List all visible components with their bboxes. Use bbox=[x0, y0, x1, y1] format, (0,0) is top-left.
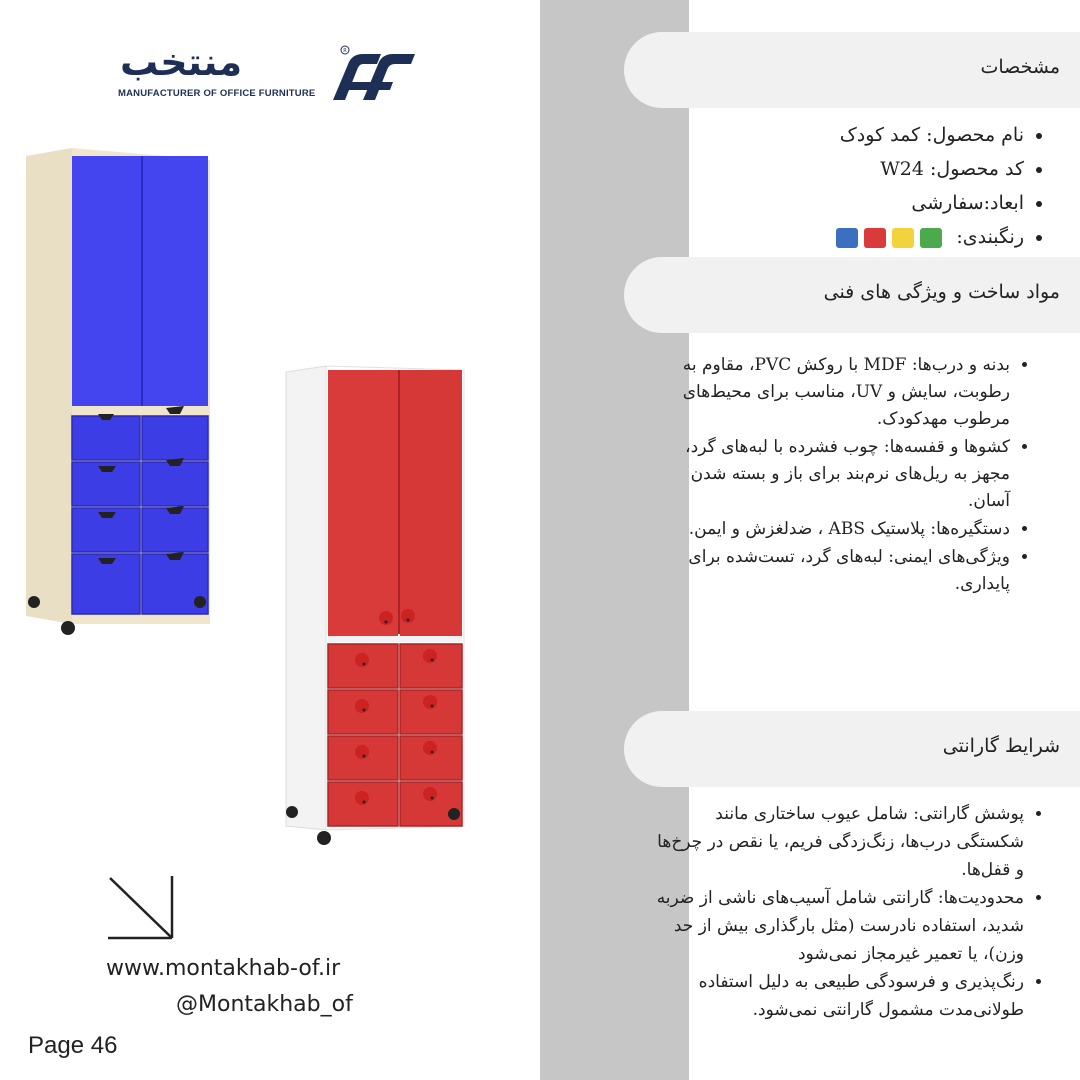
specs-list bbox=[836, 118, 1044, 254]
materials-item: • دستگیره‌ها: پلاستیک ABS ، ضدلغزش و ایمن. bbox=[650, 516, 1010, 543]
warranty-item: • محدودیت‌ها: گارانتی شامل آسیب‌های ناشی از ضربه شدید، استفاده نادرست (مثل بارگذاری بیش از حد وزن)، یا تعمیر غیرمجاز نمی‌شود bbox=[654, 884, 1024, 968]
specs-header bbox=[624, 32, 1080, 108]
warranty-title: شرایط گارانتی bbox=[942, 735, 1060, 757]
specs-title: مشخصات bbox=[980, 56, 1060, 78]
brand-logo bbox=[118, 40, 418, 102]
spec-product-code: • کد محصول: W24 bbox=[836, 152, 1024, 186]
materials-list bbox=[650, 352, 1030, 599]
color-swatch-blue bbox=[836, 228, 858, 248]
page-number: Page 46 bbox=[28, 1032, 118, 1059]
materials-title: مواد ساخت و ویژگی های فنی bbox=[823, 281, 1060, 303]
color-swatch-yellow bbox=[892, 228, 914, 248]
warranty-list bbox=[654, 800, 1044, 1024]
website-link[interactable]: www.montakhab-of.ir bbox=[106, 956, 341, 981]
brand-tagline: MANUFACTURER OF OFFICE FURNITURE bbox=[118, 88, 316, 99]
spec-colors-label: رنگبندی: bbox=[956, 226, 1024, 248]
instagram-handle[interactable]: @Montakhab_of bbox=[176, 992, 353, 1017]
red-cabinet-image bbox=[282, 364, 468, 848]
blue-cabinet-image bbox=[26, 148, 216, 638]
brand-name: منتخب bbox=[120, 40, 243, 84]
arrow-down-right-icon bbox=[106, 874, 178, 944]
color-swatch-red bbox=[864, 228, 886, 248]
materials-item: • ویژگی‌های ایمنی: لبه‌های گرد، تست‌شده برای پایداری. bbox=[650, 544, 1010, 598]
spec-product-name: • نام محصول: کمد کودک bbox=[836, 118, 1024, 152]
spec-dimensions: • ابعاد:سفارشی bbox=[836, 186, 1024, 220]
color-swatch-green bbox=[920, 228, 942, 248]
materials-item: • کشوها و قفسه‌ها: چوب فشرده با لبه‌های گرد، مجهز به ریل‌های نرم‌بند برای باز و بسته شدن آسان. bbox=[650, 434, 1010, 515]
svg-text:R: R bbox=[343, 48, 347, 54]
materials-item: • بدنه و درب‌ها: MDF با روکش PVC، مقاوم به رطوبت، سایش و UV، مناسب برای محیط‌های مرطوب مهدکودک. bbox=[650, 352, 1010, 433]
warranty-item: • پوشش گارانتی: شامل عیوب ساختاری مانند شکستگی درب‌ها، زنگ‌زدگی فریم، یا نقص در چرخ‌ها و قفل‌ها. bbox=[654, 800, 1024, 884]
color-swatches bbox=[836, 228, 942, 248]
brand-mark-icon bbox=[323, 42, 418, 102]
materials-header bbox=[624, 257, 1080, 333]
warranty-header bbox=[624, 711, 1080, 787]
spec-colors bbox=[836, 220, 1024, 254]
warranty-item: • رنگ‌پذیری و فرسودگی طبیعی به دلیل استفاده طولانی‌مدت مشمول گارانتی نمی‌شود. bbox=[654, 968, 1024, 1024]
